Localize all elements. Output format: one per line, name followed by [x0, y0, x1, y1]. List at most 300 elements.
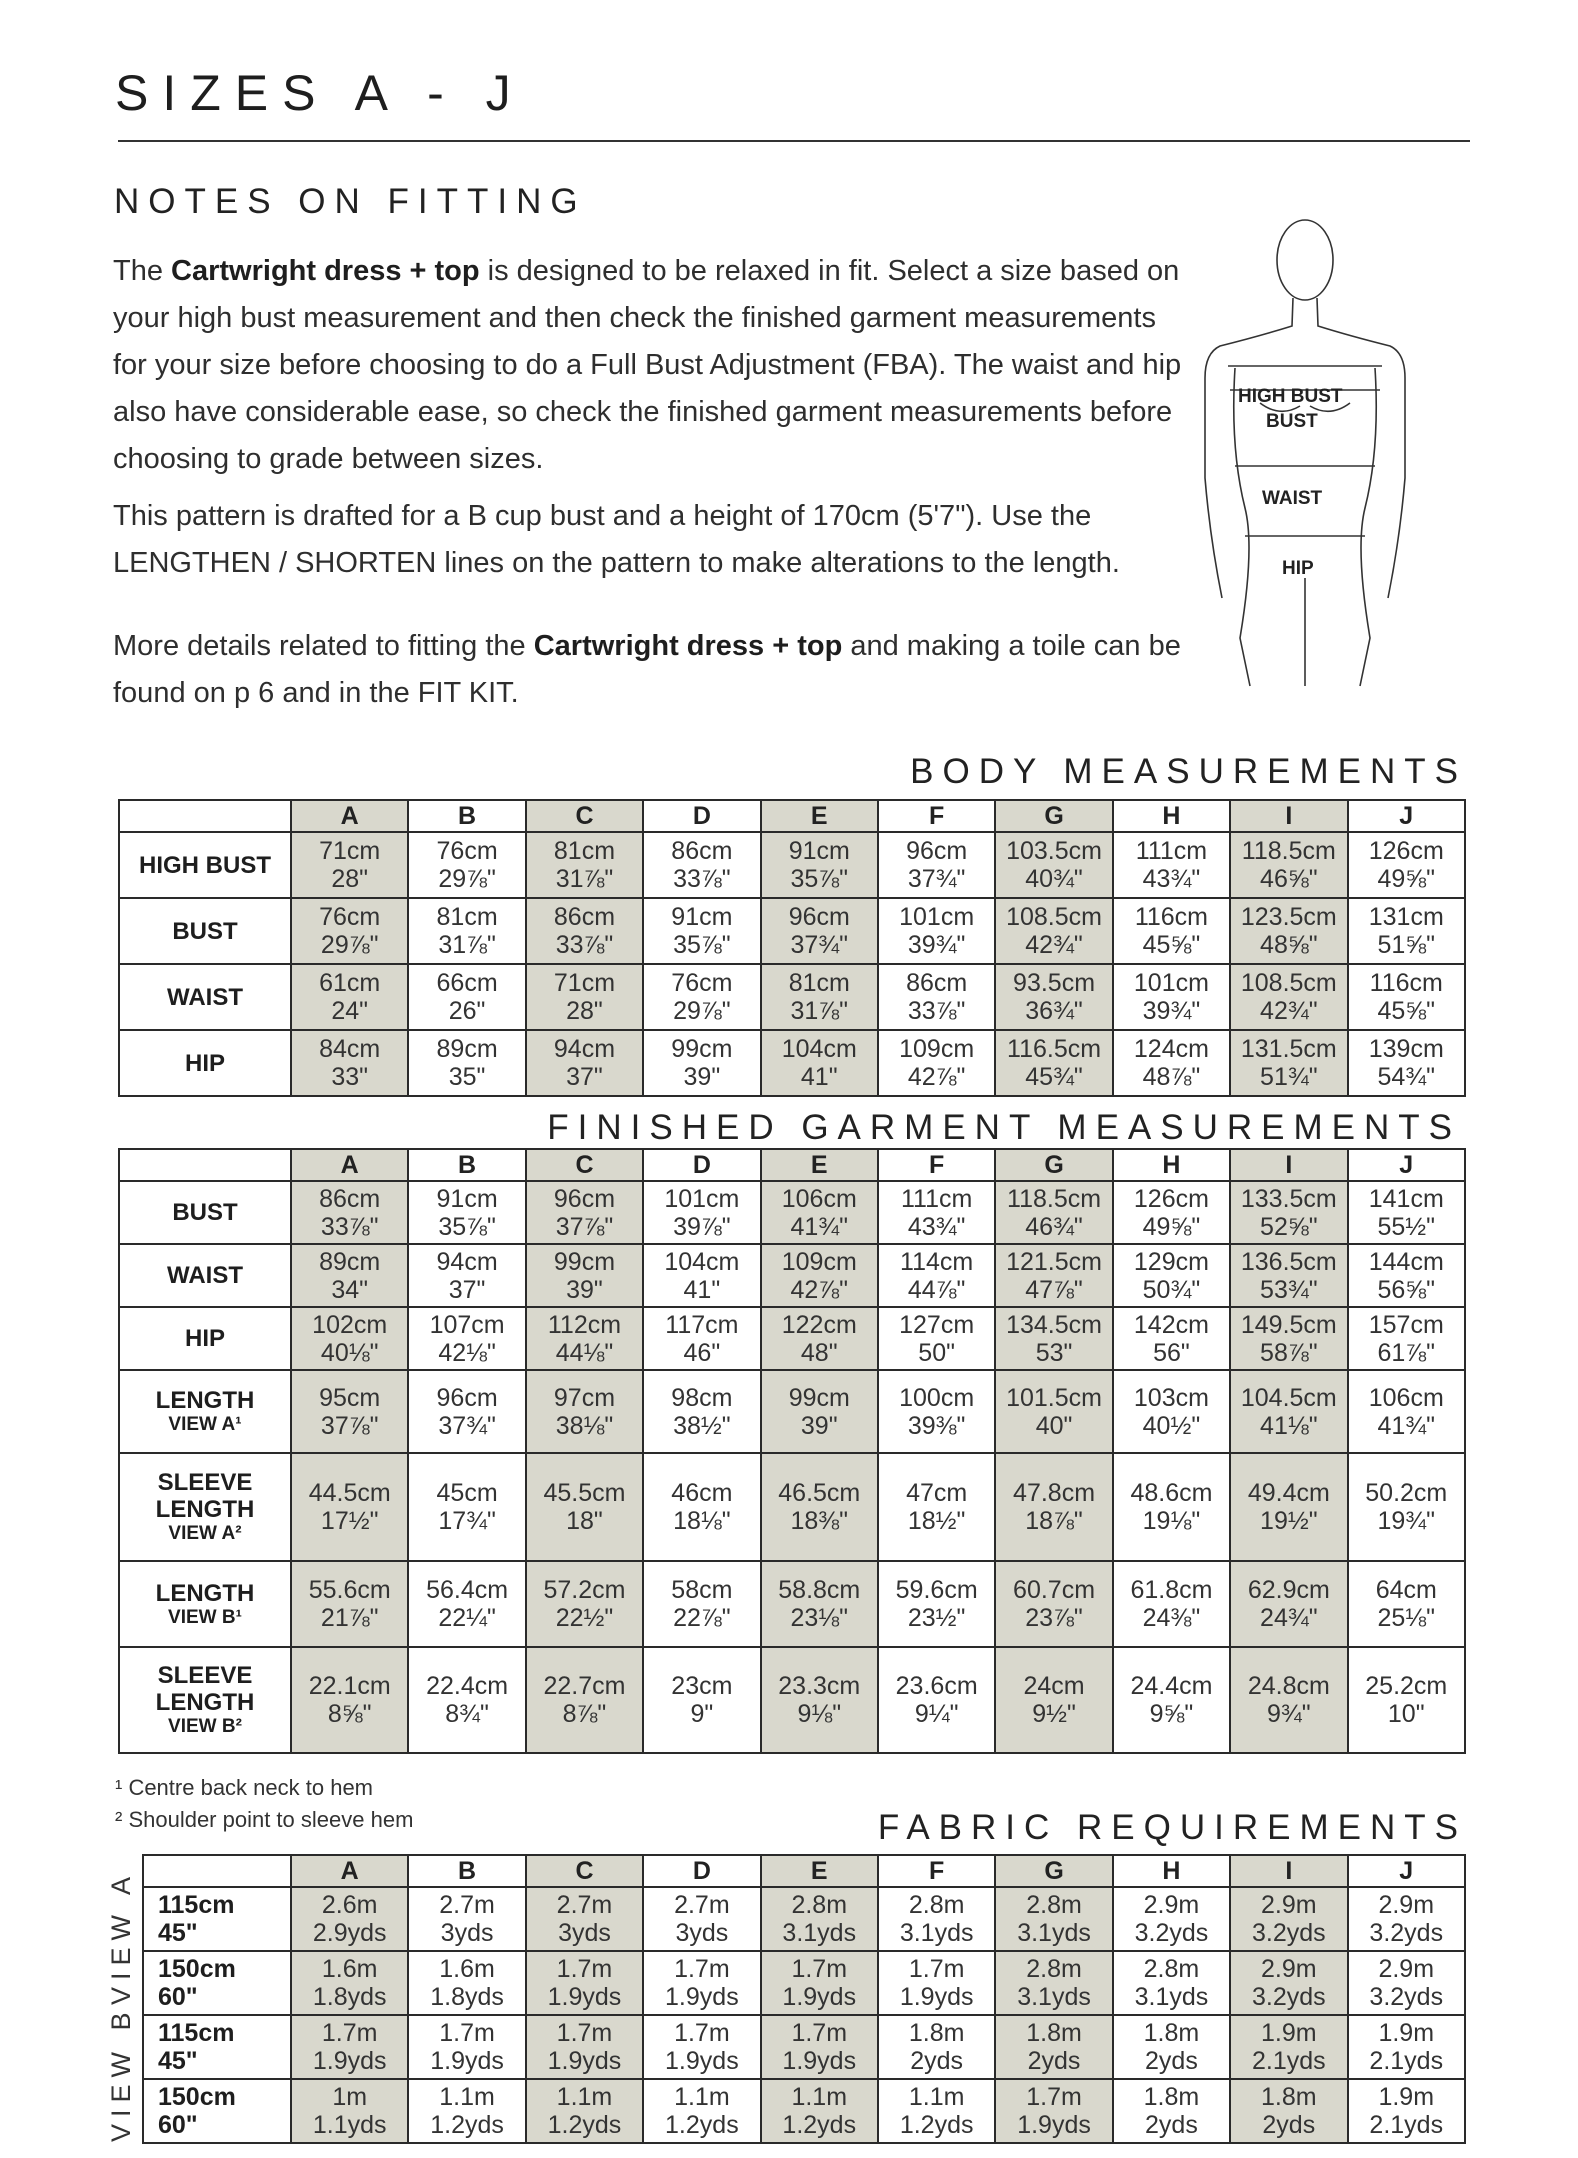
cell-secondary-value: 42¾": [1260, 997, 1318, 1025]
row-label: [119, 832, 291, 898]
size-header-g: G: [995, 800, 1112, 832]
cell-secondary-value: 52⅝": [1260, 1212, 1318, 1241]
fabric-requirements-table: [142, 1854, 1466, 2144]
cell-secondary-value: 37¾": [907, 865, 966, 893]
cell-primary-value: 2.7m: [674, 1891, 730, 1919]
table-cell: [878, 832, 995, 898]
table-cell: [643, 1453, 760, 1561]
table-cell: [1230, 2015, 1347, 2079]
cell-primary-value: 61.8cm: [1130, 1576, 1213, 1604]
table-row: [119, 898, 1465, 964]
cell-primary-value: 117cm: [665, 1310, 739, 1339]
cell-primary-value: 66cm: [436, 969, 498, 997]
cell-primary-value: 64cm: [1375, 1576, 1437, 1604]
table-row: [143, 1887, 1465, 1951]
cell-secondary-value: 35⅞": [438, 1212, 496, 1241]
cell-primary-value: 1.7m: [439, 2019, 495, 2047]
cell-primary-value: 22.4cm: [426, 1672, 509, 1700]
body-outline-icon: [1200, 218, 1410, 688]
table-cell: [995, 1887, 1112, 1951]
cell-secondary-value: 61⅞": [1377, 1338, 1436, 1367]
cell-primary-value: 106cm: [781, 1184, 857, 1213]
cell-primary-value: 45.5cm: [543, 1479, 626, 1507]
cell-secondary-value: 2.1yds: [1369, 2047, 1444, 2075]
cell-secondary-value: 29⅞": [438, 865, 496, 893]
figure-label-hip: HIP: [1282, 558, 1314, 579]
cell-primary-value: 1.6m: [439, 1955, 495, 1983]
cell-primary-value: 95cm: [319, 1383, 381, 1412]
row-label-text: 115cm: [158, 1891, 235, 1919]
table-cell: [291, 898, 408, 964]
cell-primary-value: 127cm: [899, 1310, 975, 1339]
cell-secondary-value: 35": [448, 1063, 486, 1091]
cell-secondary-value: 18⅞": [1025, 1507, 1083, 1535]
table-cell: [408, 1887, 525, 1951]
row-sublabel: VIEW B²: [168, 1716, 242, 1737]
size-header-h: H: [1113, 800, 1230, 832]
cell-primary-value: 71cm: [319, 837, 381, 865]
cell-primary-value: 103.5cm: [1006, 837, 1102, 865]
fabric-requirements-heading: FABRIC REQUIREMENTS: [877, 1808, 1467, 1847]
cell-primary-value: 1.7m: [674, 2019, 730, 2047]
cell-primary-value: 101cm: [1133, 969, 1209, 997]
table-cell: [878, 1030, 995, 1096]
row-label: [119, 1453, 291, 1561]
cell-secondary-value: 23½": [907, 1604, 966, 1632]
cell-primary-value: 2.8m: [791, 1891, 848, 1919]
cell-primary-value: 48.6cm: [1130, 1479, 1213, 1507]
row-label-text: 115cm: [158, 2019, 235, 2047]
table-cell: [1348, 964, 1465, 1030]
table-cell: [526, 1370, 643, 1453]
cell-secondary-value: 39": [800, 1411, 838, 1440]
table-row: [119, 1307, 1465, 1370]
cell-secondary-value: 37": [448, 1275, 486, 1304]
cell-primary-value: 62.9cm: [1247, 1576, 1330, 1604]
size-header-b: B: [408, 1855, 525, 1887]
cell-secondary-value: 39": [683, 1063, 721, 1091]
table-cell: [1113, 1951, 1230, 2015]
table-row: [119, 1647, 1465, 1753]
table-cell: [291, 1951, 408, 2015]
cell-secondary-value: 48⅞": [1142, 1063, 1201, 1091]
cell-primary-value: 46.5cm: [778, 1479, 861, 1507]
cell-primary-value: 1.7m: [1026, 2083, 1082, 2111]
cell-primary-value: 1.7m: [321, 2019, 378, 2047]
table-corner: [119, 800, 291, 832]
table-cell: [1113, 964, 1230, 1030]
cell-primary-value: 76cm: [671, 969, 733, 997]
cell-primary-value: 104cm: [664, 1247, 740, 1276]
cell-secondary-value: 45⅝": [1377, 997, 1436, 1025]
cell-primary-value: 2.8m: [1026, 1891, 1082, 1919]
table-cell: [1348, 1370, 1465, 1453]
cell-primary-value: 1.7m: [908, 1955, 965, 1983]
row-label-text: HIGH BUST: [139, 851, 271, 879]
cell-primary-value: 2.9m: [1261, 1955, 1317, 1983]
table-cell: [291, 2015, 408, 2079]
row-label: [119, 898, 291, 964]
cell-secondary-value: 3.1yds: [1017, 1919, 1091, 1947]
cell-secondary-value: 22¼": [438, 1604, 496, 1632]
table-cell: [1348, 1181, 1465, 1244]
table-cell: [643, 1647, 760, 1753]
cell-primary-value: 2.7m: [439, 1891, 495, 1919]
cell-primary-value: 94cm: [553, 1035, 616, 1063]
notes-heading: NOTES ON FITTING: [114, 182, 587, 221]
cell-secondary-value: 58⅞": [1260, 1338, 1318, 1367]
cell-primary-value: 60.7cm: [1013, 1576, 1096, 1604]
cell-primary-value: 2.9m: [1261, 1891, 1317, 1919]
table-cell: [995, 2079, 1112, 2143]
table-cell: [643, 1181, 760, 1244]
cell-primary-value: 89cm: [436, 1035, 498, 1063]
cell-secondary-value: 8⅝": [327, 1700, 372, 1728]
table-cell: [643, 832, 760, 898]
cell-primary-value: 141cm: [1368, 1184, 1444, 1213]
table-cell: [1230, 1647, 1347, 1753]
table-cell: [1348, 1453, 1465, 1561]
table-row: [119, 1181, 1465, 1244]
cell-secondary-value: 2yds: [1145, 2047, 1198, 2075]
table-cell: [408, 832, 525, 898]
cell-primary-value: 126cm: [1368, 837, 1444, 865]
table-cell: [1230, 1561, 1347, 1647]
cell-primary-value: 91cm: [788, 837, 850, 865]
table-corner: [143, 1855, 291, 1887]
cell-primary-value: 131.5cm: [1240, 1035, 1337, 1063]
cell-secondary-value: 42⅞": [907, 1063, 966, 1091]
cell-primary-value: 81cm: [788, 969, 850, 997]
table-cell: [291, 1244, 408, 1307]
table-cell: [995, 1370, 1112, 1453]
cell-secondary-value: 9": [690, 1700, 714, 1728]
footnote-1: ¹ Centre back neck to hem: [115, 1775, 374, 1800]
cell-primary-value: 96cm: [436, 1383, 498, 1412]
cell-secondary-value: 18⅛": [673, 1507, 731, 1535]
cell-secondary-value: 24⅜": [1142, 1604, 1201, 1632]
table-cell: [643, 1307, 760, 1370]
table-cell: [291, 1887, 408, 1951]
row-label: [119, 1647, 291, 1753]
table-row: [143, 1951, 1465, 2015]
size-header-a: A: [291, 1149, 408, 1181]
table-cell: [1230, 1030, 1347, 1096]
table-cell: [878, 964, 995, 1030]
row-label: [119, 1307, 291, 1370]
cell-primary-value: 99cm: [788, 1383, 850, 1412]
body-figure-illustration: [1200, 218, 1410, 688]
cell-primary-value: 55.6cm: [308, 1576, 391, 1604]
size-header-e: E: [761, 1855, 878, 1887]
table-cell: [1348, 2079, 1465, 2143]
cell-secondary-value: 41": [683, 1275, 721, 1304]
cell-primary-value: 84cm: [319, 1035, 381, 1063]
cell-secondary-value: 3yds: [440, 1919, 494, 1947]
cell-secondary-value: 37⅞": [320, 1411, 379, 1440]
cell-primary-value: 24.8cm: [1247, 1672, 1330, 1700]
cell-primary-value: 49.4cm: [1247, 1479, 1330, 1507]
cell-primary-value: 23.6cm: [895, 1672, 978, 1700]
cell-primary-value: 111cm: [1135, 837, 1208, 865]
cell-secondary-value: 40⅛": [320, 1338, 379, 1367]
cell-primary-value: 116cm: [1134, 903, 1209, 931]
table-cell: [1348, 898, 1465, 964]
cell-secondary-value: 38½": [673, 1411, 731, 1440]
table-cell: [761, 1370, 878, 1453]
cell-secondary-value: 37¾": [790, 931, 849, 959]
size-header-g: G: [995, 1149, 1112, 1181]
table-cell: [291, 1030, 408, 1096]
cell-secondary-value: 44⅛": [555, 1338, 614, 1367]
cell-secondary-value: 3.1yds: [899, 1919, 974, 1947]
row-sublabel: 60": [158, 2111, 198, 2139]
cell-primary-value: 98cm: [671, 1383, 733, 1412]
table-cell: [643, 1887, 760, 1951]
cell-secondary-value: 1.9yds: [312, 2047, 387, 2075]
cell-primary-value: 103cm: [1133, 1383, 1209, 1412]
cell-secondary-value: 34": [331, 1275, 369, 1304]
cell-primary-value: 121.5cm: [1006, 1247, 1102, 1276]
table-row: [119, 1453, 1465, 1561]
table-cell: [291, 1181, 408, 1244]
cell-secondary-value: 22⅞": [673, 1604, 731, 1632]
cell-primary-value: 116.5cm: [1007, 1035, 1102, 1063]
size-header-g: G: [995, 1855, 1112, 1887]
cell-secondary-value: 1.9yds: [782, 2047, 857, 2075]
cell-primary-value: 1.9m: [1378, 2083, 1435, 2111]
cell-primary-value: 1.8m: [1026, 2019, 1082, 2047]
cell-primary-value: 1.6m: [321, 1955, 378, 1983]
size-header-d: D: [643, 1149, 760, 1181]
cell-primary-value: 114cm: [900, 1247, 974, 1276]
cell-secondary-value: 1.9yds: [547, 1983, 622, 2011]
cell-secondary-value: 39⅜": [907, 1411, 966, 1440]
cell-primary-value: 1.8m: [1261, 2083, 1317, 2111]
cell-secondary-value: 2yds: [1027, 2047, 1081, 2075]
table-cell: [878, 1887, 995, 1951]
cell-primary-value: 126cm: [1133, 1184, 1209, 1213]
table-cell: [408, 1307, 525, 1370]
intro-text: [113, 248, 1188, 727]
table-cell: [1113, 1887, 1230, 1951]
cell-secondary-value: 45¾": [1025, 1063, 1083, 1091]
cell-primary-value: 109cm: [899, 1035, 975, 1063]
size-header-j: J: [1348, 800, 1465, 832]
cell-secondary-value: 45⅝": [1142, 931, 1201, 959]
cell-primary-value: 118.5cm: [1241, 837, 1336, 865]
table-cell: [995, 1647, 1112, 1753]
size-header-a: A: [291, 800, 408, 832]
cell-primary-value: 136.5cm: [1240, 1247, 1337, 1276]
cell-primary-value: 108.5cm: [1006, 903, 1102, 931]
row-label-text: SLEEVE LENGTH: [155, 1662, 255, 1716]
table-cell: [1348, 832, 1465, 898]
size-header-j: J: [1348, 1149, 1465, 1181]
size-header-d: D: [643, 1855, 760, 1887]
cell-primary-value: 97cm: [553, 1383, 616, 1412]
cell-secondary-value: 46⅝": [1260, 865, 1318, 893]
row-sublabel: 45": [158, 2047, 198, 2075]
cell-primary-value: 101cm: [664, 1184, 740, 1213]
size-header-i: I: [1230, 1855, 1347, 1887]
table-row: [143, 2079, 1465, 2143]
cell-primary-value: 61cm: [319, 969, 381, 997]
cell-secondary-value: 3.2yds: [1251, 1919, 1326, 1947]
size-header-e: E: [761, 1149, 878, 1181]
cell-secondary-value: 9¼": [914, 1700, 959, 1728]
table-cell: [643, 964, 760, 1030]
cell-secondary-value: 2.1yds: [1251, 2047, 1326, 2075]
cell-secondary-value: 17¾": [438, 1507, 496, 1535]
cell-primary-value: 2.8m: [908, 1891, 965, 1919]
cell-primary-value: 134.5cm: [1006, 1310, 1102, 1339]
cell-secondary-value: 31⅞": [438, 931, 496, 959]
size-header-c: C: [526, 1855, 643, 1887]
cell-secondary-value: 1.1yds: [312, 2111, 387, 2139]
cell-secondary-value: 33⅞": [320, 1212, 379, 1241]
cell-secondary-value: 25⅛": [1377, 1604, 1436, 1632]
cell-secondary-value: 2yds: [1145, 2111, 1198, 2139]
cell-secondary-value: 56": [1153, 1338, 1190, 1367]
cell-primary-value: 1.7m: [674, 1955, 730, 1983]
table-cell: [995, 832, 1112, 898]
cell-secondary-value: 39": [566, 1275, 603, 1304]
cell-secondary-value: 46": [683, 1338, 721, 1367]
row-label: [119, 1181, 291, 1244]
row-label: [143, 1887, 291, 1951]
table-row: [119, 1561, 1465, 1647]
row-label: [119, 1244, 291, 1307]
cell-secondary-value: 37¾": [438, 1411, 496, 1440]
finished-measurements-table: [118, 1148, 1466, 1754]
cell-secondary-value: 42¾": [1025, 931, 1083, 959]
table-cell: [1113, 1181, 1230, 1244]
row-label-text: WAIST: [167, 983, 243, 1011]
table-cell: [878, 1561, 995, 1647]
cell-primary-value: 2.9m: [1143, 1891, 1200, 1919]
cell-secondary-value: 42⅛": [438, 1338, 496, 1367]
cell-primary-value: 1.1m: [791, 2083, 848, 2111]
table-cell: [643, 898, 760, 964]
cell-primary-value: 57.2cm: [543, 1576, 626, 1604]
size-header-c: C: [526, 1149, 643, 1181]
size-header-f: F: [878, 1855, 995, 1887]
figure-label-waist: WAIST: [1262, 488, 1323, 509]
table-cell: [878, 1951, 995, 2015]
cell-primary-value: 1.7m: [556, 2019, 613, 2047]
table-cell: [408, 1951, 525, 2015]
table-cell: [1113, 1561, 1230, 1647]
table-cell: [526, 964, 643, 1030]
cell-secondary-value: 26": [448, 997, 486, 1025]
cell-primary-value: 24.4cm: [1130, 1672, 1213, 1700]
cell-secondary-value: 42⅞": [790, 1275, 849, 1304]
cell-primary-value: 101cm: [899, 903, 975, 931]
cell-secondary-value: 35⅞": [673, 931, 731, 959]
table-cell: [1113, 832, 1230, 898]
cell-secondary-value: 43¾": [1142, 865, 1201, 893]
row-label: [119, 964, 291, 1030]
cell-secondary-value: 19¾": [1377, 1507, 1436, 1535]
size-header-i: I: [1230, 800, 1347, 832]
table-cell: [526, 1307, 643, 1370]
table-cell: [643, 1370, 760, 1453]
size-header-h: H: [1113, 1149, 1230, 1181]
cell-secondary-value: 22½": [555, 1604, 614, 1632]
cell-secondary-value: 18⅜": [790, 1507, 849, 1535]
cell-secondary-value: 41⅛": [1260, 1411, 1318, 1440]
table-cell: [995, 1951, 1112, 2015]
cell-secondary-value: 18½": [907, 1507, 966, 1535]
cell-primary-value: 129cm: [1133, 1247, 1209, 1276]
cell-primary-value: 71cm: [553, 969, 616, 997]
table-cell: [761, 1030, 878, 1096]
table-cell: [1230, 898, 1347, 964]
table-cell: [995, 1030, 1112, 1096]
table-cell: [995, 1181, 1112, 1244]
cell-secondary-value: 21⅞": [320, 1604, 379, 1632]
table-cell: [995, 1307, 1112, 1370]
size-header-b: B: [408, 800, 525, 832]
table-cell: [878, 1647, 995, 1753]
table-cell: [761, 2079, 878, 2143]
table-cell: [761, 2015, 878, 2079]
table-cell: [1348, 1307, 1465, 1370]
size-header-a: A: [291, 1855, 408, 1887]
row-label: [143, 2015, 291, 2079]
table-cell: [291, 1561, 408, 1647]
row-sublabel: VIEW A²: [168, 1523, 242, 1544]
cell-secondary-value: 3.1yds: [782, 1919, 857, 1947]
cell-primary-value: 76cm: [436, 837, 498, 865]
cell-secondary-value: 35⅞": [790, 865, 849, 893]
cell-primary-value: 81cm: [553, 837, 616, 865]
table-cell: [526, 2015, 643, 2079]
table-cell: [1230, 1951, 1347, 2015]
row-label-text: HIP: [184, 1049, 225, 1077]
table-cell: [291, 1647, 408, 1753]
table-cell: [408, 1453, 525, 1561]
cell-primary-value: 2.8m: [1143, 1955, 1200, 1983]
cell-primary-value: 1.1m: [439, 2083, 495, 2111]
figure-label-high-bust: HIGH BUST: [1238, 386, 1343, 407]
cell-primary-value: 91cm: [436, 1184, 498, 1213]
table-cell: [761, 1647, 878, 1753]
table-cell: [1230, 1370, 1347, 1453]
cell-primary-value: 109cm: [781, 1247, 857, 1276]
cell-secondary-value: 3yds: [558, 1919, 611, 1947]
cell-secondary-value: 9⅝": [1149, 1700, 1194, 1728]
cell-secondary-value: 1.2yds: [547, 2111, 622, 2139]
table-cell: [1230, 1453, 1347, 1561]
table-cell: [643, 1951, 760, 2015]
cell-secondary-value: 3.2yds: [1369, 1919, 1444, 1947]
cell-primary-value: 96cm: [906, 837, 968, 865]
cell-secondary-value: 50": [918, 1338, 955, 1367]
cell-secondary-value: 39¾": [1142, 997, 1201, 1025]
cell-secondary-value: 1.9yds: [899, 1983, 974, 2011]
table-cell: [643, 2015, 760, 2079]
table-cell: [526, 1561, 643, 1647]
table-cell: [1113, 1307, 1230, 1370]
cell-primary-value: 118.5cm: [1007, 1184, 1102, 1213]
cell-secondary-value: 55½": [1377, 1212, 1436, 1241]
table-cell: [526, 1030, 643, 1096]
table-cell: [1230, 1887, 1347, 1951]
table-cell: [761, 1307, 878, 1370]
cell-secondary-value: 1.9yds: [782, 1983, 857, 2011]
